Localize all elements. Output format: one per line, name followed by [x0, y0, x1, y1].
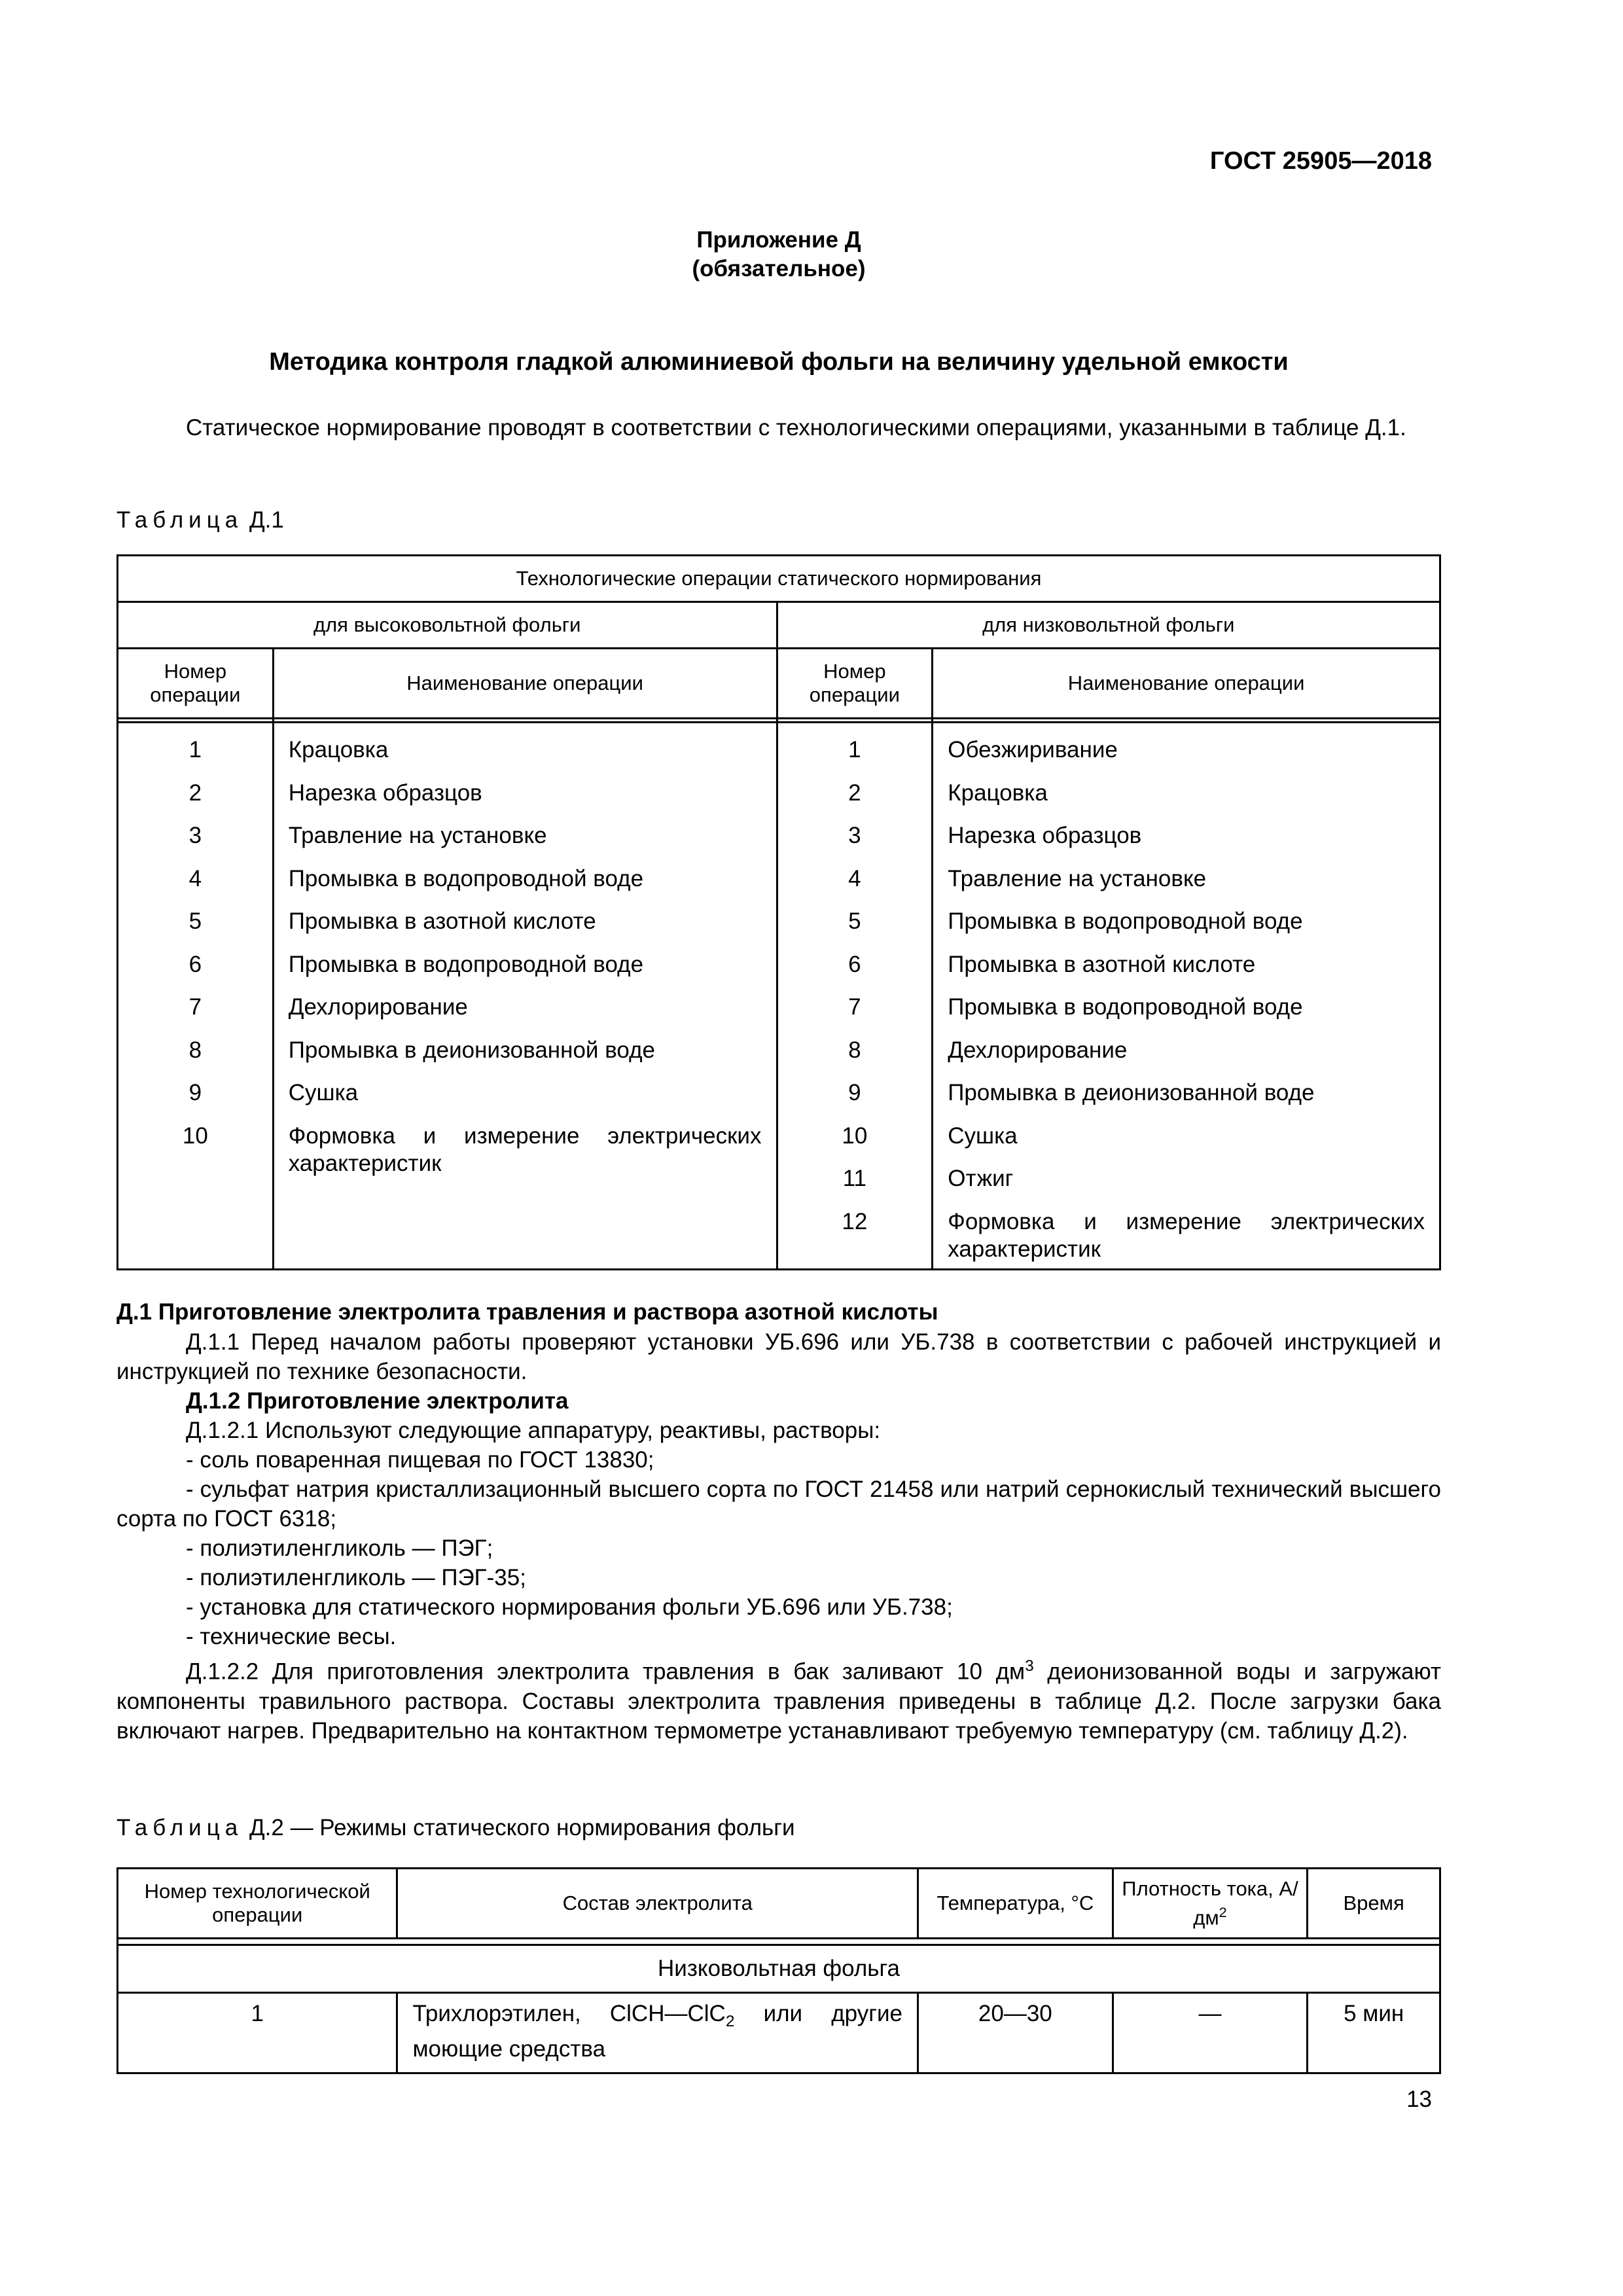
- high-op-number-last: 10: [182, 1122, 208, 1149]
- table1-header-high: для высоковольтной фольги: [118, 602, 777, 649]
- high-op-number: 8: [188, 1037, 202, 1063]
- table1-caption: [116, 507, 284, 533]
- high-op-name: Промывка в азотной кислоте: [288, 908, 596, 934]
- high-op-number: 2: [188, 780, 202, 806]
- reagent-item: - полиэтиленгликоль — ПЭГ;: [186, 1535, 493, 1561]
- reagent-item: - установка для статического нормирования фольги УБ.696 или УБ.738;: [186, 1594, 953, 1620]
- low-op-name: Крацовка: [948, 780, 1048, 806]
- table1-label: Таблица: [116, 507, 243, 533]
- para-d1-2-2-end: деионизованной воды и загружают компоненты травильного раствора. Составы электролита травления приведены в таблице Д.2. После загрузки бака включают нагрев. Предварительно на контактном термометре устанавливают требуемую температуру (см. таблицу Д.2).: [116, 1659, 1441, 1744]
- low-op-number: 5: [848, 908, 861, 934]
- high-op-name-last: Формовка и измерение электрических характеристик: [288, 1122, 762, 1176]
- low-op-name: Промывка в азотной кислоте: [948, 951, 1256, 977]
- t2-row-temperature: 20—30: [918, 1993, 1113, 2073]
- high-op-name: Сушка: [288, 1080, 359, 1105]
- t2-current-density-text: Плотность тока, А/дм: [1122, 1876, 1298, 1929]
- low-op-numbers: [777, 723, 933, 1270]
- reagent-item: - полиэтиленгликоль — ПЭГ-35;: [186, 1565, 526, 1590]
- low-op-name: Обезжиривание: [948, 737, 1118, 762]
- low-op-number: 10: [842, 1122, 868, 1149]
- low-op-number: 9: [848, 1080, 861, 1105]
- low-op-name: Промывка в деионизованной воде: [948, 1080, 1315, 1105]
- table2-caption: [116, 1815, 795, 1841]
- standard-number: ГОСТ 25905—2018: [1209, 147, 1432, 175]
- table1-col-num-high: Номер операции: [118, 649, 274, 719]
- reagent-item: - сульфат натрия кристаллизационный высшего сорта по ГОСТ 21458 или натрий сернокислый технический высшего сорта по ГОСТ 6318;: [116, 1477, 1441, 1532]
- t2-row-composition: [397, 1993, 918, 2073]
- table1-col-num-low: Номер операции: [777, 649, 933, 719]
- table1-number: Д.1: [249, 507, 284, 533]
- page-number: 13: [1406, 2087, 1432, 2112]
- table2-caption-text: Д.2 — Режимы статического нормирования фольги: [249, 1815, 795, 1840]
- high-op-name: Нарезка образцов: [288, 780, 482, 806]
- low-op-number: 3: [848, 823, 861, 848]
- appendix-heading: [116, 226, 1441, 283]
- high-op-name: Дехлорирование: [288, 994, 468, 1020]
- low-op-number: 6: [848, 951, 861, 977]
- t2-composition-sub: 2: [725, 2013, 735, 2030]
- table-d1: [116, 554, 1441, 1270]
- section-d1-2-title: Д.1.2 Приготовление электролита: [186, 1388, 569, 1414]
- t2-current-density-sup: 2: [1219, 1903, 1227, 1920]
- table1-header-low: для низковольтной фольги: [777, 602, 1440, 649]
- t2-group-low-voltage: Низковольтная фольга: [118, 1945, 1440, 1993]
- table2-label: Таблица: [116, 1815, 243, 1840]
- high-op-name: Промывка в водопроводной воде: [288, 865, 644, 891]
- low-op-names: [933, 723, 1440, 1270]
- low-op-name: Дехлорирование: [948, 1037, 1128, 1063]
- t2-col-op-num: Номер технологической операции: [118, 1869, 397, 1939]
- low-op-name: Промывка в водопроводной воде: [948, 908, 1303, 934]
- low-op-number: 11: [842, 1166, 867, 1191]
- high-op-number: 1: [188, 737, 202, 762]
- para-d1-2-1: Д.1.2.1 Используют следующие аппаратуру, реактивы, растворы:: [186, 1418, 881, 1443]
- high-op-name: Промывка в водопроводной воде: [288, 951, 644, 977]
- t2-composition-start: Трихлорэтилен, ClCH—ClC: [412, 2001, 726, 2026]
- table1-header-main: Технологические операции статического нормирования: [118, 556, 1440, 602]
- t2-composition-end: или другие моющие средства: [412, 2001, 903, 2062]
- t2-col-composition: Состав электролита: [397, 1869, 918, 1939]
- table1-col-name-low: Наименование операции: [933, 649, 1440, 719]
- high-op-number: 5: [188, 908, 202, 934]
- appendix-status: (обязательное): [692, 256, 866, 281]
- low-op-number: 8: [848, 1037, 861, 1063]
- low-op-name: Отжиг: [948, 1166, 1014, 1191]
- low-op-name: Промывка в водопроводной воде: [948, 994, 1303, 1020]
- t2-col-temperature: Температура, °C: [918, 1869, 1113, 1939]
- t2-row-time: 5 мин: [1308, 1993, 1440, 2073]
- table1-col-name-high: Наименование операции: [273, 649, 777, 719]
- reagent-item: - соль поваренная пищевая по ГОСТ 13830;: [186, 1447, 654, 1473]
- high-op-number: 6: [188, 951, 202, 977]
- intro-paragraph: Статическое нормирование проводят в соответствии с технологическими операциями, указанными в таблице Д.1.: [186, 415, 1406, 440]
- t2-row-num: 1: [118, 1993, 397, 2073]
- low-op-number-last: 12: [842, 1208, 868, 1234]
- unit-superscript: 3: [1025, 1657, 1034, 1675]
- t2-col-time: Время: [1308, 1869, 1440, 1939]
- reagents-list: [116, 1445, 1441, 1651]
- low-op-name: Сушка: [948, 1122, 1018, 1149]
- high-op-numbers: [118, 723, 274, 1270]
- appendix-title: Приложение Д: [696, 227, 861, 253]
- low-op-number: 4: [848, 865, 861, 891]
- high-op-name: Промывка в деионизованной воде: [288, 1037, 655, 1063]
- high-op-number: 7: [188, 994, 202, 1020]
- high-op-name: Травление на установке: [288, 823, 547, 848]
- reagent-item: - технические весы.: [186, 1624, 397, 1649]
- high-op-number: 9: [188, 1080, 202, 1105]
- main-title: Методика контроля гладкой алюминиевой фольги на величину удельной емкости: [269, 348, 1289, 376]
- high-op-number: 4: [188, 865, 202, 891]
- t2-col-current-density: [1113, 1869, 1308, 1939]
- low-op-number: 2: [848, 780, 861, 806]
- high-op-number: 3: [188, 823, 202, 848]
- para-d1-2-2-start: Д.1.2.2 Для приготовления электролита травления в бак заливают 10 дм: [186, 1659, 1026, 1685]
- low-op-number: 1: [848, 737, 861, 762]
- para-d1-1: Д.1.1 Перед началом работы проверяют установки УБ.696 или УБ.738 в соответствии с рабочей инструкцией и инструкцией по технике безопасности.: [116, 1329, 1441, 1384]
- table-d2: [116, 1867, 1441, 2074]
- high-op-name: Крацовка: [288, 737, 389, 762]
- low-op-name-last: Формовка и измерение электрических характеристик: [948, 1208, 1425, 1262]
- para-d1-2-2: [116, 1651, 1441, 1746]
- low-op-name: Травление на установке: [948, 865, 1207, 891]
- section-d1-title: Д.1 Приготовление электролита травления и раствора азотной кислоты: [116, 1299, 938, 1325]
- high-op-names: [273, 723, 777, 1270]
- low-op-name: Нарезка образцов: [948, 823, 1142, 848]
- t2-row-current-density: —: [1113, 1993, 1308, 2073]
- low-op-number: 7: [848, 994, 861, 1020]
